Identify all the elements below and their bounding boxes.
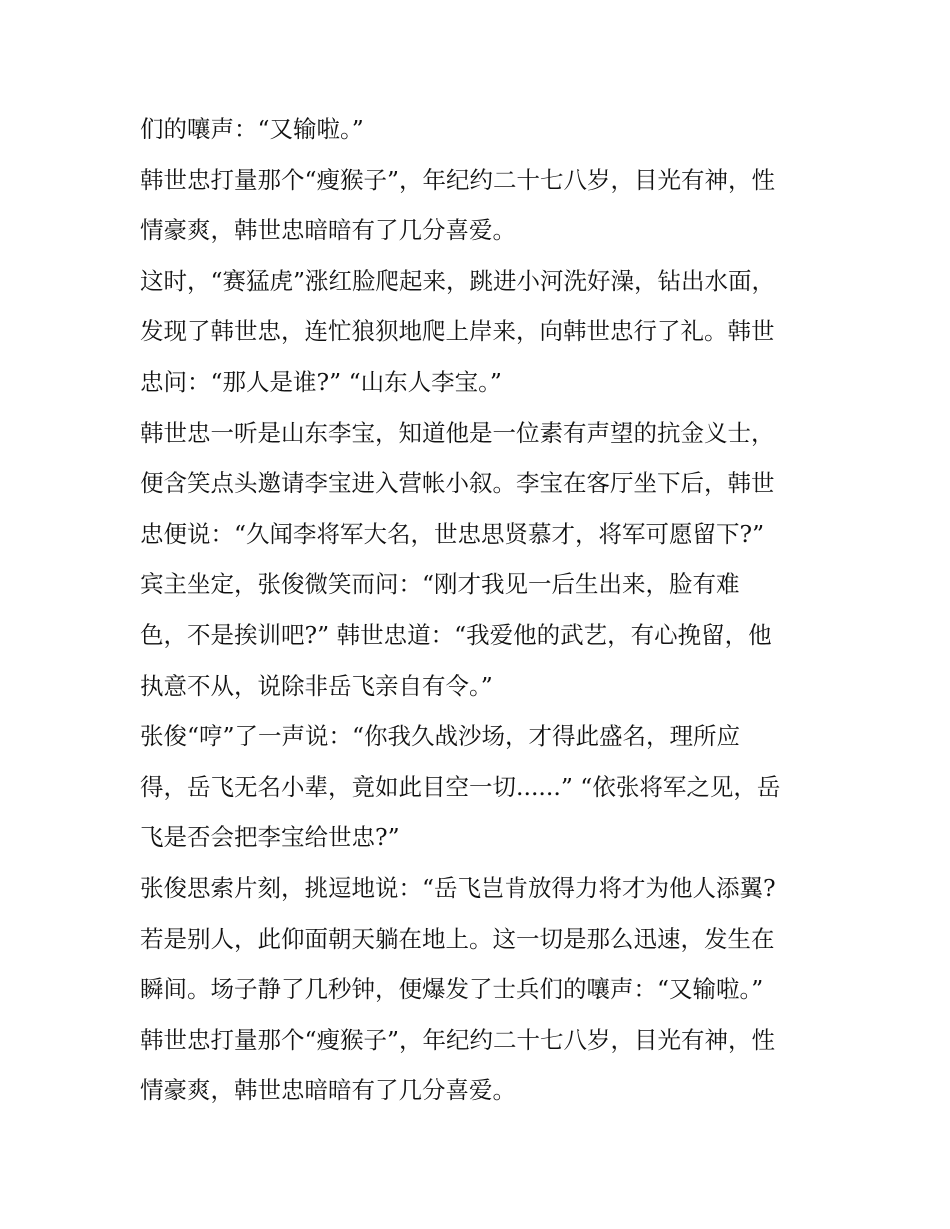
text-line: 执意不从，说除非岳飞亲自有令。” (140, 671, 493, 700)
text-line: 韩世忠打量那个“瘦猴子”，年纪约二十七八岁，目光有神，性 (140, 1025, 776, 1054)
text-line: 便含笑点头邀请李宝进入营帐小叙。李宝在客厅坐下后，韩世 (140, 469, 775, 498)
text-line: 瞬间。场子静了几秒钟，便爆发了士兵们的嚷声：“又输啦。” (140, 975, 764, 1004)
text-line: 韩世忠一听是山东李宝，知道他是一位素有声望的抗金义士， (140, 418, 775, 447)
text-line: 若是别人，此仰面朝天躺在地上。这一切是那么迅速，发生在 (140, 924, 775, 953)
text-line: 宾主坐定，张俊微笑而问：“刚才我见一后生出来，脸有难 (140, 570, 740, 599)
text-line: 们的嚷声：“又输啦。” (140, 115, 364, 143)
text-line: 飞是否会把李宝给世忠?” (140, 823, 400, 852)
text-line: 发现了韩世忠，连忙狼狈地爬上岸来，向韩世忠行了礼。韩世 (140, 317, 775, 346)
text-line: 得，岳飞无名小辈，竟如此目空一切......” “依张将军之见，岳 (140, 772, 781, 801)
text-line: 色，不是挨训吧?” 韩世忠道：“我爱他的武艺，有心挽留，他 (140, 620, 772, 649)
text-line: 张俊“哼”了一声说：“你我久战沙场，才得此盛名，理所应 (140, 722, 741, 751)
text-line: 情豪爽，韩世忠暗暗有了几分喜爱。 (140, 1076, 516, 1105)
text-line: 这时，“赛猛虎”涨红脸爬起来，跳进小河洗好澡，钻出水面， (140, 266, 776, 295)
document-body (140, 104, 820, 1116)
text-line: 韩世忠打量那个“瘦猴子”，年纪约二十七八岁，目光有神，性 (140, 165, 776, 194)
text-line: 忠便说：“久闻李将军大名，世忠思贤慕才，将军可愿留下?” (140, 519, 765, 548)
text-line: 忠问：“那人是谁?” “山东人李宝。” (140, 367, 502, 396)
text-line: 张俊思索片刻，挑逗地说：“岳飞岂肯放得力将才为他人添翼? (140, 873, 776, 902)
text-line: 情豪爽，韩世忠暗暗有了几分喜爱。 (140, 216, 516, 245)
